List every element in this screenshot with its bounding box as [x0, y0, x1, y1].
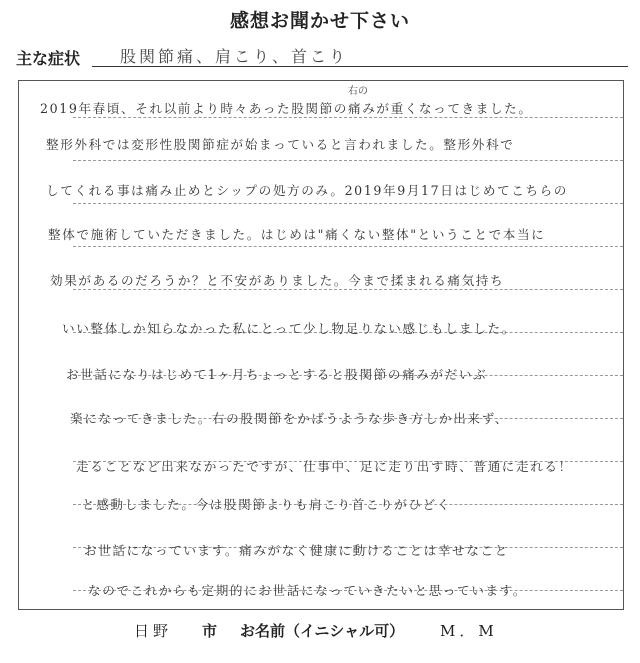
- handwritten-line: 効果があるのだろうか？と不安がありました。今まで揉まれる痛気持ち: [50, 273, 505, 288]
- handwritten-line: してくれる事は痛み止めとシップの処方のみ。2019年9月17日はじめてこちらの: [46, 183, 568, 198]
- city-label: 市: [202, 622, 218, 640]
- footer: [0, 620, 640, 648]
- ruled-line: [73, 289, 623, 290]
- city-value: 日野: [134, 622, 173, 640]
- handwritten-line: いい整体しか知らなかった私にとって少し物足りない感じもしました。: [62, 321, 516, 336]
- handwritten-line: お世話になりはじめて1ヶ月ちょっとすると股関節の痛みがだいぶ: [66, 367, 488, 382]
- form-title: 感想お聞かせ下さい: [229, 10, 410, 32]
- comment-box: [18, 80, 624, 610]
- ruled-line: [73, 203, 623, 204]
- handwritten-line: と感動しました。今は股関節よりも肩こり首こりがひどく: [82, 497, 452, 512]
- symptom-label: 主な症状: [16, 49, 81, 68]
- handwritten-line: なのでこれからも定期的にお世話になっていきたいと思っています。: [88, 583, 527, 598]
- name-label: お名前（イニシャル可）: [240, 622, 405, 640]
- insertion-note: 右の: [348, 86, 368, 97]
- symptom-value: 股関節痛、肩こり、首こり: [120, 47, 349, 66]
- ruled-line: [73, 117, 623, 118]
- handwritten-line: 楽になってきました。右の股関節をかばうような歩き方しか出来ず、: [70, 411, 509, 426]
- initials-value: M．M: [440, 622, 498, 640]
- handwritten-line: 2019年春頃、それ以前より時々あった股関節の痛みが重くなってきました。: [40, 101, 533, 116]
- handwritten-line: 整体で施術していただきました。はじめは"痛くない整体"ということで本当に: [48, 227, 546, 242]
- ruled-line: [73, 246, 623, 247]
- ruled-line: [73, 160, 623, 161]
- handwritten-line: お世話になっています。痛みがなく健康に動けることは幸せなこと: [84, 543, 509, 558]
- handwritten-line: 走ることなど出来なかったですが、仕事中、足に走り出す時、普通に走れる！: [76, 459, 573, 474]
- handwritten-line: 整形外科では変形性股関節症が始まっていると言われました。整形外科で: [46, 137, 515, 152]
